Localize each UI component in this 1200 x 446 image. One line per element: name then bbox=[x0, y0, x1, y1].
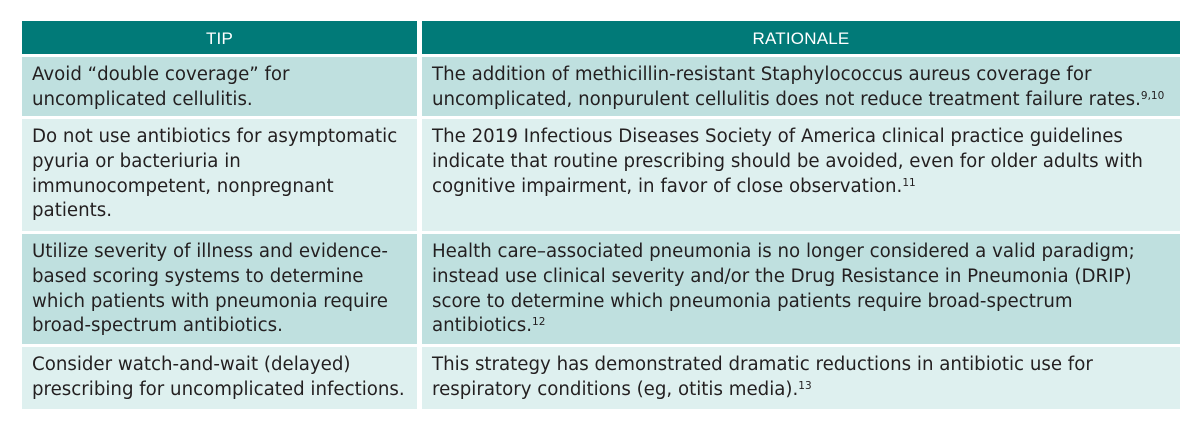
table-row bbox=[22, 57, 1180, 116]
tip-cell: Utilize severity of illness and evidence-based scoring systems to determine which patients with pneumonia require broad-spectrum antibiotics. bbox=[22, 234, 417, 344]
rationale-cell bbox=[422, 119, 1180, 231]
reference-superscript: 12 bbox=[532, 316, 546, 329]
rationale-cell bbox=[422, 57, 1180, 116]
table-row bbox=[22, 119, 1180, 231]
tip-cell: Consider watch-and-wait (delayed) prescribing for uncomplicated infections. bbox=[22, 347, 417, 409]
table-row bbox=[22, 234, 1180, 344]
rationale-text: Health care–associated pneumonia is no longer considered a valid paradigm; instead use clinical severity and/or the Drug Resistance in Pneumonia (DRIP) score to determine which pneumonia patients require broad-spectrum antibiotics. bbox=[432, 241, 1135, 337]
column-header-tip: TIP bbox=[22, 21, 417, 54]
rationale-cell bbox=[422, 234, 1180, 344]
rationale-text: The 2019 Infectious Diseases Society of America clinical practice guidelines indicate that routine prescribing should be avoided, even for older adults with cognitive impairment, in favor of close observation. bbox=[432, 126, 1143, 197]
reference-superscript: 13 bbox=[798, 379, 812, 392]
rationale-cell bbox=[422, 347, 1180, 409]
rationale-text: The addition of methicillin-resistant Staphylococcus aureus coverage for uncomplicated, nonpurulent cellulitis does not reduce treatment failure rates. bbox=[432, 64, 1141, 110]
rationale-text: This strategy has demonstrated dramatic reductions in antibiotic use for respiratory conditions (eg, otitis media). bbox=[432, 354, 1093, 400]
reference-superscript: 9,10 bbox=[1140, 89, 1165, 102]
table-row bbox=[22, 347, 1180, 409]
table-header-row bbox=[22, 21, 1180, 54]
tip-cell: Do not use antibiotics for asymptomatic pyuria or bacteriuria in immunocompetent, nonpregnant patients. bbox=[22, 119, 417, 231]
tips-table bbox=[22, 21, 1180, 412]
column-header-rationale: RATIONALE bbox=[422, 21, 1180, 54]
tip-cell: Avoid “double coverage” for uncomplicated cellulitis. bbox=[22, 57, 417, 116]
reference-superscript: 11 bbox=[902, 176, 916, 189]
